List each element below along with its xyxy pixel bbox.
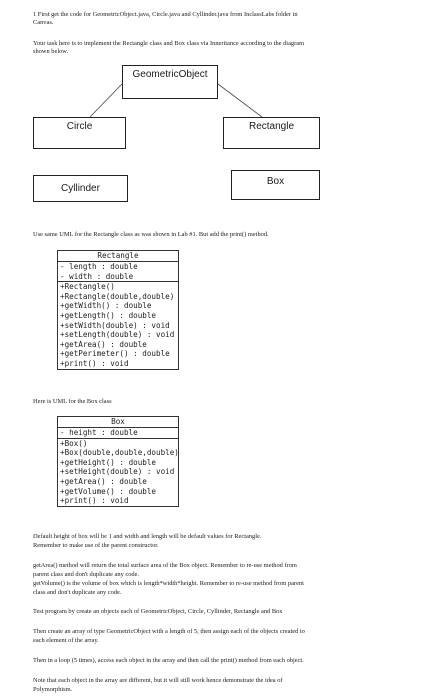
task-line-2: shown below.: [33, 48, 69, 55]
uml-method: +setLength(double) : void: [60, 330, 175, 340]
rectangle-uml-title: Rectangle: [58, 251, 178, 262]
uml-field: - height : double: [60, 428, 138, 437]
intro-line-2: Canvas.: [33, 19, 54, 26]
rectangle-uml: [57, 250, 179, 370]
uml-note: Use same UML for the Rectangle class as was shown in Lab #1. But add the print() method.: [33, 231, 269, 238]
para-loop: Then in a loop (5 times), access each object in the array and then call the print() method from each object.: [33, 657, 304, 664]
para-getarea-1: getArea() method will return the total surface area of the Box object. Remember to re-use method from: [33, 562, 297, 569]
uml-method: +setHeight(double) : void: [60, 467, 175, 477]
box-uml: [57, 416, 179, 507]
cyllinder-box: [33, 175, 128, 202]
box-uml-fields: [58, 428, 178, 439]
para-polymorphism-2: Polymorphism.: [33, 686, 73, 693]
uml-method: +Rectangle(): [60, 282, 115, 292]
box-box: [231, 170, 320, 200]
para-array-2: each element of the array.: [33, 637, 99, 644]
uml-method: +getWidth() : double: [60, 301, 152, 311]
uml-method: +getLength() : double: [60, 310, 157, 320]
cyllinder-label: Cyllinder: [61, 183, 100, 194]
para-default-height-1: Default height of box will be 1 and width and length will be default values for Rectangle.: [33, 533, 262, 540]
para-getarea-2: parent class and don't duplicate any code.: [33, 571, 140, 578]
uml-method: +getVolume() : double: [60, 486, 157, 496]
intro-line-1: 1 First get the code for GeometricObject.java, Circle.java and Cyllinder.java from InclassLabs folder in: [33, 11, 298, 18]
box-label: Box: [266, 176, 285, 187]
geometric-object-box: [122, 65, 218, 99]
box-uml-methods: [58, 439, 178, 506]
para-getvolume-1: getVolume() is the volume of box which is length*width*height. Remember to re-use method from parent: [33, 580, 304, 587]
uml-field: - length : double: [60, 262, 138, 271]
uml-method: +print() : void: [60, 358, 129, 368]
circle-box: [33, 117, 126, 149]
uml-method: +getPerimeter() : double: [60, 349, 170, 359]
box-uml-note: Here is UML for the Box class: [33, 398, 112, 405]
rectangle-uml-fields: [58, 262, 178, 282]
uml-field: - width : double: [60, 271, 134, 281]
circle-label: Circle: [66, 121, 93, 132]
uml-method: +setWidth(double) : void: [60, 320, 170, 330]
uml-method: +getHeight() : double: [60, 457, 157, 467]
rectangle-uml-methods: [58, 282, 178, 368]
para-getvolume-2: class and don't duplicate any code.: [33, 589, 122, 596]
uml-method: +print() : void: [60, 496, 129, 506]
uml-method: +Box(double,double,double): [60, 448, 179, 458]
uml-method: +Box(): [60, 438, 88, 448]
rectangle-label: Rectangle: [248, 121, 295, 132]
rectangle-box: [223, 117, 320, 149]
uml-method: +Rectangle(double,double): [60, 291, 175, 301]
box-uml-title: Box: [58, 417, 178, 428]
para-default-height-2: Remember to make use of the parent constructor.: [33, 542, 159, 549]
uml-method: +getArea() : double: [60, 339, 147, 349]
para-test-program: Test program by create an objects each of GeometricObject, Circle, Cyllinder, Rectangle and Box: [33, 608, 283, 615]
geometric-object-label: GeometricObject: [132, 69, 208, 80]
para-polymorphism-1: Note that each object in the array are different, but it will still work hence demonstrate the idea of: [33, 677, 283, 684]
task-line-1: Your task here is to implement the Rectangle class and Box class via Inneritance according to the diagram: [33, 40, 305, 47]
para-array-1: Then create an array of type GeometricObject with a length of 5, then assign each of the objects created to: [33, 628, 305, 635]
uml-method: +getArea() : double: [60, 476, 147, 486]
